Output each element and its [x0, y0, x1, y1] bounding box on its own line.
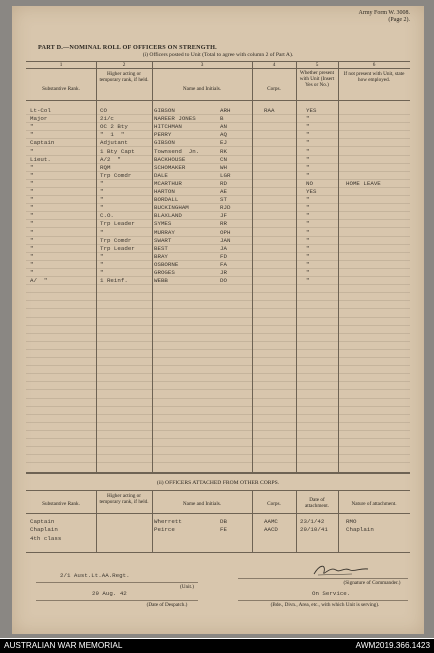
cell-present: ": [306, 277, 310, 285]
cell-init: JF: [220, 212, 227, 220]
credit-bar: [0, 639, 434, 653]
row-rule: [26, 325, 410, 326]
cell-present: ": [306, 171, 310, 179]
cell-rank: ": [30, 123, 34, 131]
attached-cell-init: FE: [220, 526, 227, 534]
cell-init: JR: [220, 269, 227, 276]
colnum-border: [26, 68, 410, 69]
cell-present: YES: [306, 188, 317, 195]
row-rule: [26, 163, 410, 164]
row-rule: [26, 430, 410, 431]
cell-rank: ": [30, 171, 34, 179]
t2-header-nature: Nature of attachment.: [351, 501, 397, 507]
date-label: (Date of Despatch.): [146, 602, 188, 608]
cell-init: JAN: [220, 236, 231, 244]
army-form-page: [12, 6, 424, 634]
cell-acting: Trp Comdr: [100, 236, 132, 244]
cell-acting: 1 Bty Capt: [100, 147, 135, 155]
header-present: Whether present with Unit (Insert Yes or No.): [299, 70, 335, 88]
attached-cell-init: DB: [220, 518, 227, 525]
cell-present: ": [306, 139, 310, 147]
signature-label: (Signature of Commander.): [343, 580, 401, 586]
cell-rank: ": [30, 204, 34, 212]
cell-name: HARTON: [154, 188, 175, 195]
cell-init: AE: [220, 188, 227, 195]
cell-name: WEBB: [154, 277, 168, 285]
cell-init: JA: [220, 244, 227, 252]
cell-rank: ": [30, 131, 34, 139]
row-rule: [26, 276, 410, 277]
cell-name: PERRY: [154, 131, 172, 139]
row-rule: [26, 114, 410, 115]
cell-name: MCARTHUR: [154, 179, 182, 187]
row-rule: [26, 211, 410, 212]
attached-cell-date: 23/1/42: [300, 518, 325, 525]
attached-cell-name: Peirce: [154, 526, 175, 534]
cell-init: OPH: [220, 228, 231, 236]
cell-acting: 1 Reinf.: [100, 277, 128, 285]
cell-corps: RAA: [264, 107, 275, 114]
attached-cell-rank: Captain: [30, 518, 55, 525]
despatch-date: 29 Aug. 42: [92, 590, 127, 597]
t2-col-divider-5: [338, 490, 339, 552]
row-rule: [26, 244, 410, 245]
cell-present: ": [306, 123, 310, 131]
cell-acting: ": [100, 179, 104, 187]
cell-init: WH: [220, 163, 227, 171]
row-rule: [26, 227, 410, 228]
row-rule: [26, 365, 410, 366]
row-rule: [26, 187, 410, 188]
cell-name: BORDALL: [154, 196, 179, 204]
cell-init: AQ: [220, 131, 227, 139]
row-rule: [26, 389, 410, 390]
t2-header-name-initials: Name and Initials.: [182, 501, 222, 507]
row-rule: [26, 300, 410, 301]
cell-name: GROGES: [154, 269, 175, 276]
row-rule: [26, 462, 410, 463]
row-rule: [26, 422, 410, 423]
cell-init: ARH: [220, 107, 231, 114]
cell-present: ": [306, 244, 310, 252]
cell-acting: Adjutant: [100, 139, 128, 147]
cell-present: ": [306, 236, 310, 244]
cell-name: SCHOMAKER: [154, 163, 186, 171]
cell-acting: Trp Leader: [100, 244, 135, 252]
cell-rank: ": [30, 252, 34, 260]
t2-col-divider-3: [252, 490, 253, 552]
row-rule: [26, 438, 410, 439]
row-rule: [26, 268, 410, 269]
row-rule: [26, 236, 410, 237]
cell-acting: RQM: [100, 163, 111, 171]
cell-acting: ": [100, 204, 104, 212]
cell-rank: ": [30, 147, 34, 155]
header-substantive-rank: Substantive Rank.: [42, 86, 80, 92]
cell-acting: ": [100, 260, 104, 268]
cell-acting: ": [100, 252, 104, 260]
cell-rank: ": [30, 244, 34, 252]
cell-acting: ": [100, 228, 104, 236]
attached-cell-rank: Chaplain: [30, 526, 58, 534]
row-rule: [26, 454, 410, 455]
cell-acting: CO: [100, 107, 107, 114]
unit-label: (Unit.): [180, 584, 194, 590]
cell-acting: Trp Leader: [100, 220, 135, 228]
cell-present: ": [306, 155, 310, 163]
row-rule: [26, 284, 410, 285]
cell-present: ": [306, 220, 310, 228]
cell-rank: ": [30, 220, 34, 228]
cell-name: DALE: [154, 171, 168, 179]
cell-init: EJ: [220, 139, 227, 147]
row-rule: [26, 398, 410, 399]
row-rule: [26, 333, 410, 334]
row-rule: [26, 373, 410, 374]
cell-acting: ": [100, 188, 104, 195]
unit-name: 2/1 Aust.Lt.AA.Regt.: [60, 572, 130, 579]
row-rule: [26, 349, 410, 350]
row-rule: [26, 341, 410, 342]
colnum-4: 4: [272, 62, 276, 68]
credit-left: AUSTRALIAN WAR MEMORIAL: [4, 641, 123, 650]
cell-acting: A/2 ": [100, 155, 121, 163]
row-rule: [26, 308, 410, 309]
cell-init: RK: [220, 147, 227, 155]
cell-rank: ": [30, 228, 34, 236]
cell-present: ": [306, 147, 310, 155]
attached-cell-name: Wherrett: [154, 518, 182, 525]
row-rule: [26, 414, 410, 415]
cell-name: Townsend Jn.: [154, 147, 200, 155]
attached-cell-corps: AAMC: [264, 518, 278, 525]
cell-init: CN: [220, 155, 227, 163]
section-i-title: (i) Officers posted to Unit (Total to agree with column 2 of Part A).: [142, 52, 294, 58]
cell-present: ": [306, 260, 310, 268]
date-line: [36, 600, 198, 601]
attached-cell-rank: 4th class: [30, 534, 62, 542]
cell-present: NO: [306, 179, 313, 187]
cell-acting: C.O.: [100, 212, 114, 220]
form-number: [358, 10, 410, 24]
row-rule: [26, 446, 410, 447]
cell-present: ": [306, 115, 310, 123]
page-number: (Page 2).: [388, 17, 410, 23]
cell-present: ": [306, 269, 310, 276]
cell-rank: ": [30, 269, 34, 276]
cell-name: SYMES: [154, 220, 172, 228]
attached-cell-corps: AACD: [264, 526, 278, 534]
row-rule: [26, 260, 410, 261]
row-rule: [26, 122, 410, 123]
cell-name: GIBSON: [154, 139, 175, 147]
row-rule: [26, 155, 410, 156]
row-rule: [26, 203, 410, 204]
cell-init: FD: [220, 252, 227, 260]
cell-name: BUCKINGHAM: [154, 204, 189, 212]
row-rule: [26, 292, 410, 293]
row-rule: [26, 130, 410, 131]
t2-header-acting-rank: Higher acting or temporary rank, if held.: [99, 493, 149, 505]
t2-header-date: Date of attachment.: [304, 497, 330, 509]
row-rule: [26, 252, 410, 253]
cell-init: DO: [220, 277, 227, 285]
cell-present: ": [306, 196, 310, 204]
cell-init: RJD: [220, 204, 231, 212]
table2-bottom-border: [26, 552, 410, 553]
cell-rank: ": [30, 212, 34, 220]
header-acting-rank: Higher acting or temporary rank, if held.: [99, 71, 149, 83]
attached-cell-date: 29/10/41: [300, 526, 328, 534]
cell-present: ": [306, 212, 310, 220]
cell-acting: ": [100, 196, 104, 204]
t2-header-corps: Corps.: [267, 501, 281, 507]
cell-name: BRAY: [154, 252, 168, 260]
cell-name: BACKHOUSE: [154, 155, 186, 163]
service-line: [238, 600, 408, 601]
cell-init: B: [220, 115, 224, 123]
cell-rank: ": [30, 236, 34, 244]
row-rule: [26, 195, 410, 196]
section-divider: [26, 472, 410, 474]
header-corps: Corps.: [267, 86, 281, 92]
service-label: (Bde., Divn., Area, etc., with which Unit is serving).: [270, 602, 380, 608]
cell-present: ": [306, 204, 310, 212]
cell-name: HITCHMAN: [154, 123, 182, 131]
commander-signature: [312, 562, 370, 578]
attached-cell-nature: Chaplain: [346, 526, 374, 534]
cell-acting: 2i/c: [100, 115, 114, 123]
cell-init: FA: [220, 260, 227, 268]
cell-employed: HOME LEAVE: [346, 179, 381, 187]
row-rule: [26, 357, 410, 358]
table2-header-border: [26, 513, 410, 514]
cell-present: ": [306, 228, 310, 236]
cell-rank: Captain: [30, 139, 55, 147]
row-rule: [26, 219, 410, 220]
cell-name: OSBORNE: [154, 260, 179, 268]
t2-header-substantive-rank: Substantive Rank.: [42, 501, 80, 507]
cell-rank: Lieut.: [30, 155, 51, 163]
colnum-3: 3: [200, 62, 204, 68]
cell-acting: " 1 ": [100, 131, 125, 139]
cell-present: ": [306, 252, 310, 260]
row-rule: [26, 138, 410, 139]
cell-rank: ": [30, 260, 34, 268]
cell-rank: Lt-Col: [30, 107, 51, 114]
row-rule: [26, 171, 410, 172]
cell-name: MURRAY: [154, 228, 175, 236]
t2-col-divider-2: [152, 490, 153, 552]
row-rule: [26, 146, 410, 147]
cell-name: SWART: [154, 236, 172, 244]
credit-right: AWM2019.366.1423: [355, 641, 430, 650]
part-title: PART D.—NOMINAL ROLL OF OFFICERS ON STRENGTH.: [38, 44, 217, 51]
cell-acting: ": [100, 269, 104, 276]
signature-line: [238, 578, 408, 579]
header-border: [26, 100, 410, 101]
cell-acting: OC 2 Bty: [100, 123, 128, 131]
cell-init: RD: [220, 179, 227, 187]
cell-init: LGR: [220, 171, 231, 179]
cell-init: RR: [220, 220, 227, 228]
colnum-5: 5: [315, 62, 319, 68]
cell-name: BLAXLAND: [154, 212, 182, 220]
colnum-2: 2: [122, 62, 126, 68]
cell-rank: Major: [30, 115, 48, 123]
cell-present: YES: [306, 107, 317, 114]
cell-init: AN: [220, 123, 227, 131]
colnum-6: 6: [372, 62, 376, 68]
cell-name: GIBSON: [154, 107, 175, 114]
section-ii-title: (ii) OFFICERS ATTACHED FROM OTHER CORPS.: [156, 480, 280, 486]
row-rule: [26, 179, 410, 180]
cell-rank: ": [30, 196, 34, 204]
cell-init: ST: [220, 196, 227, 204]
cell-acting: Trp Comdr: [100, 171, 132, 179]
row-rule: [26, 381, 410, 382]
cell-name: NAREER JONES: [154, 115, 196, 123]
cell-name: BEST: [154, 244, 168, 252]
header-name-initials: Name and Initials.: [182, 86, 222, 92]
header-employed: If not present with Unit, state how employed.: [343, 71, 405, 83]
attached-cell-nature: RMO: [346, 518, 357, 525]
row-rule: [26, 406, 410, 407]
colnum-1: 1: [59, 62, 63, 68]
cell-present: ": [306, 131, 310, 139]
form-number-text: Army Form W. 3008.: [358, 10, 410, 16]
unit-line: [36, 582, 198, 583]
on-service: On Service.: [312, 590, 351, 597]
cell-present: ": [306, 163, 310, 171]
cell-rank: ": [30, 179, 34, 187]
cell-rank: A/ ": [30, 277, 48, 285]
cell-rank: ": [30, 188, 34, 195]
cell-rank: ": [30, 163, 34, 171]
table2-top-border: [26, 490, 410, 491]
row-rule: [26, 317, 410, 318]
